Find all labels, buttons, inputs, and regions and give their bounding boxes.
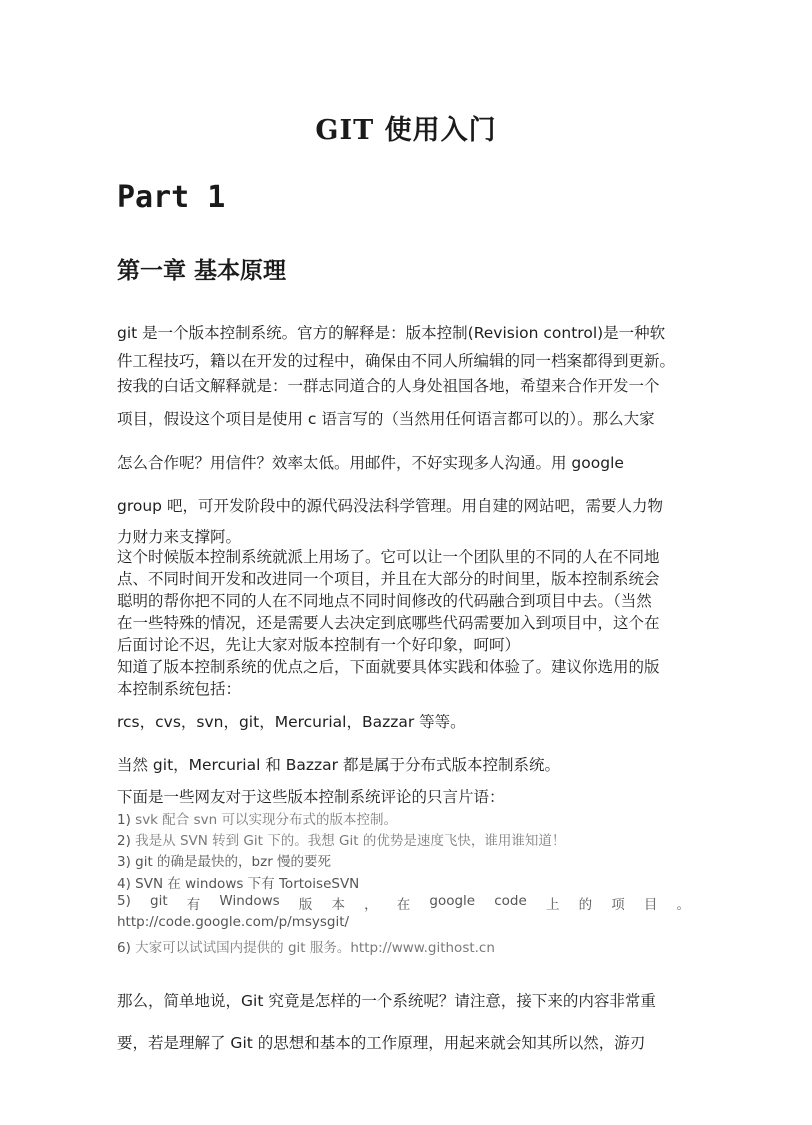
comment-word: Windows <box>219 893 280 909</box>
comment-word: 项 <box>611 897 625 913</box>
paragraph-line: 力财力来支撑阿。 <box>117 528 242 546</box>
paragraph-line: 后面讨论不迟，先让大家对版本控制有一个好印象，呵呵） <box>117 636 521 654</box>
comment-number: 2) <box>117 833 131 849</box>
comment-line <box>117 872 359 892</box>
paragraph-line: git 是一个版本控制系统。官方的解释是：版本控制(Revision control)是一种软 <box>117 324 666 342</box>
paragraph-line: 当然 git，Mercurial 和 Bazzar 都是属于分布式版本控制系统。 <box>117 756 560 774</box>
paragraph-line: 本控制系统包括： <box>117 680 242 698</box>
comment-number: 6) <box>117 940 131 956</box>
comment-text: SVN 在 windows 下有 TortoiseSVN <box>135 876 360 892</box>
paragraph-line: 知道了版本控制系统的优点之后，下面就要具体实践和体验了。建议你选用的版 <box>117 658 660 676</box>
paragraph-line: 下面是一些网友对于这些版本控制系统评论的只言片语： <box>117 788 505 806</box>
comment-word: 。 <box>676 897 690 913</box>
paragraph-line: 按我的白话文解释就是：一群志同道合的人身处祖国各地，希望来合作开发一个 <box>117 377 660 395</box>
comment-text: 我是从 SVN 转到 Git 下的。我想 Git 的优势是速度飞快，谁用谁知道！ <box>135 833 566 849</box>
paragraph-line: 那么，简单地说，Git 究竟是怎样的一个系统呢？请注意，接下来的内容非常重 <box>117 992 656 1010</box>
comment-word: code <box>494 893 527 909</box>
comment-word: 的 <box>578 897 593 913</box>
chapter-heading: 第一章 基本原理 <box>117 257 287 284</box>
comment-word: 5) <box>117 893 131 909</box>
comment-word: 本 <box>331 897 345 913</box>
comment-number: 4) <box>117 876 131 892</box>
comment-number: 3) <box>117 854 131 870</box>
comment-text: git 的确是最快的，bzr 慢的要死 <box>135 854 332 870</box>
comment-word: 版 <box>298 897 313 913</box>
paragraph-line: group 吧，可开发阶段中的源代码没法科学管理。用自建的网站吧，需要人力物 <box>117 497 663 515</box>
comment-line-justified <box>117 893 690 913</box>
comment-line <box>117 936 495 956</box>
paragraph-line: 件工程技巧，籍以在开发的过程中，确保由不同人所编辑的同一档案都得到更新。 <box>117 352 676 370</box>
part-heading: Part 1 <box>117 180 226 215</box>
comment-word: 上 <box>545 897 560 913</box>
paragraph-line: 要，若是理解了 Git 的思想和基本的工作原理，用起来就会知其所以然，游刃 <box>117 1034 646 1052</box>
comment-number: 1) <box>117 812 131 828</box>
paragraph-line: 聪明的帮你把不同的人在不同地点不同时间修改的代码融合到项目中去。（当然 <box>117 592 652 610</box>
paragraph-line: 点、不同时间开发和改进同一个项目，并且在大部分的时间里，版本控制系统会 <box>117 570 660 588</box>
comment-text: svk 配合 svn 可以实现分布式的版本控制。 <box>135 812 397 828</box>
paragraph-line: 项目，假设这个项目是使用 c 语言写的（当然用任何语言都可以的）。那么大家 <box>117 410 655 428</box>
doc-title: GIT 使用入门 <box>315 115 497 146</box>
comment-word: 目 <box>643 897 658 913</box>
comment-word: ， <box>364 897 378 913</box>
paragraph-line: 这个时候版本控制系统就派上用场了。它可以让一个团队里的不同的人在不同地 <box>117 548 660 566</box>
comment-url[interactable]: http://code.google.com/p/msysgit/ <box>117 914 350 930</box>
comment-line <box>117 829 565 849</box>
paragraph-line: rcs，cvs，svn，git，Mercurial，Bazzar 等等。 <box>117 713 466 731</box>
paragraph-line: 在一些特殊的情况，还是需要人去决定到底哪些代码需要加入到项目中，这个在 <box>117 614 660 632</box>
comment-word: 在 <box>396 897 411 913</box>
comment-text: 大家可以试试国内提供的 git 服务。http://www.githost.cn <box>135 940 495 956</box>
comment-line <box>117 808 397 828</box>
comment-word: 有 <box>186 897 201 913</box>
comment-word: git <box>150 893 168 909</box>
comment-line <box>117 850 331 870</box>
comment-word: google <box>429 893 476 909</box>
paragraph-line: 怎么合作呢？用信件？效率太低。用邮件，不好实现多人沟通。用 google <box>117 454 624 472</box>
